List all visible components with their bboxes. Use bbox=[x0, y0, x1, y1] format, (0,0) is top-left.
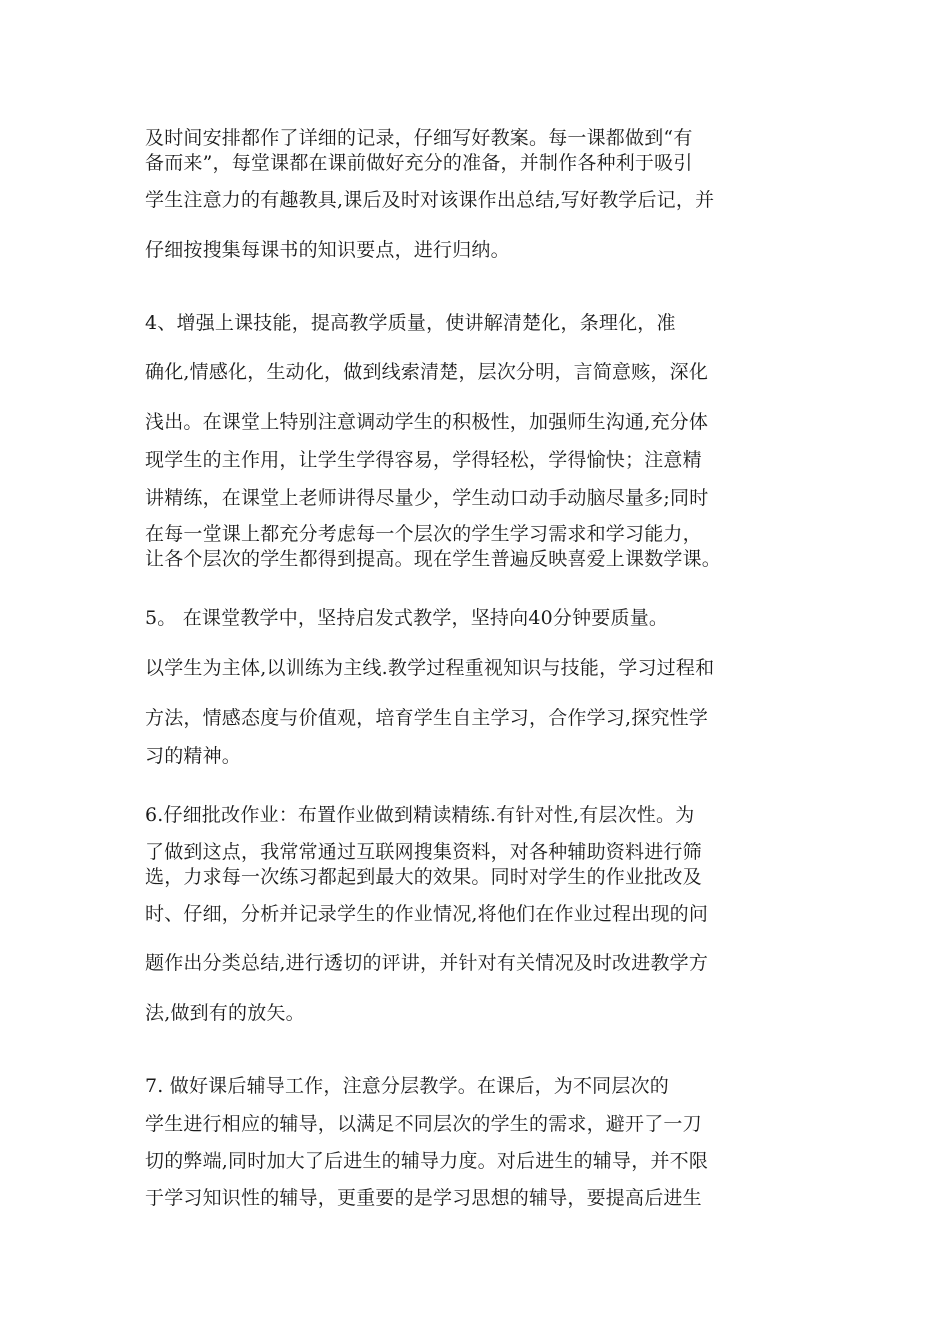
text-line: 学生注意力的有趣教具,课后及时对该课作出总结,写好教学后记，并 bbox=[145, 189, 715, 211]
text-line: 时、仔细，分析并记录学生的作业情况,将他们在作业过程出现的问 bbox=[145, 903, 709, 925]
text-line: 6.仔细批改作业：布置作业做到精读精练.有针对性,有层次性。为 bbox=[145, 804, 695, 826]
text-line: 5。 在课堂教学中，坚持启发式教学，坚持向40分钟要质量。 bbox=[145, 607, 669, 629]
text-line: 确化,情感化，生动化，做到线索清楚，层次分明，言简意赅，深化 bbox=[145, 361, 709, 383]
text-line: 了做到这点，我常常通过互联网搜集资料，对各种辅助资料进行筛 bbox=[145, 841, 702, 863]
text-line: 选，力求每一次练习都起到最大的效果。同时对学生的作业批改及 bbox=[145, 866, 702, 888]
text-line: 现学生的主作用，让学生学得容易，学得轻松，学得愉快；注意精 bbox=[145, 449, 702, 471]
text-line: 法,做到有的放矢。 bbox=[145, 1002, 305, 1024]
text-line: 以学生为主体,以训练为主线.教学过程重视知识与技能，学习过程和 bbox=[145, 657, 715, 679]
text-line: 仔细按搜集每课书的知识要点，进行归纳。 bbox=[145, 239, 510, 261]
text-line: 题作出分类总结,进行透切的评讲，并针对有关情况及时改进教学方 bbox=[145, 952, 709, 974]
text-line: 讲精练，在课堂上老师讲得尽量少，学生动口动手动脑尽量多;同时 bbox=[145, 487, 709, 509]
text-line: 7. 做好课后辅导工作，注意分层教学。在课后，为不同层次的 bbox=[145, 1075, 669, 1097]
text-line: 及时间安排都作了详细的记录，仔细写好教案。每一课都做到“有 bbox=[145, 127, 693, 149]
text-line: 切的弊端,同时加大了后进生的辅导力度。对后进生的辅导，并不限 bbox=[145, 1150, 709, 1172]
text-line: 方法，情感态度与价值观，培育学生自主学习，合作学习,探究性学 bbox=[145, 707, 709, 729]
text-line: 学生进行相应的辅导，以满足不同层次的学生的需求，避开了一刀 bbox=[145, 1113, 702, 1135]
text-line: 习的精神。 bbox=[145, 745, 242, 767]
text-line: 让各个层次的学生都得到提高。现在学生普遍反映喜爱上课数学课。 bbox=[145, 548, 722, 570]
text-line: 备而来”，每堂课都在课前做好充分的准备，并制作各种利于吸引 bbox=[145, 152, 693, 174]
text-line: 4、增强上课技能，提高教学质量，使讲解清楚化，条理化，准 bbox=[145, 312, 676, 334]
text-line: 于学习知识性的辅导，更重要的是学习思想的辅导，要提高后进生 bbox=[145, 1187, 702, 1209]
text-line: 浅出。在课堂上特别注意调动学生的积极性，加强师生沟通,充分体 bbox=[145, 411, 709, 433]
text-line: 在每一堂课上都充分考虑每一个层次的学生学习需求和学习能力， bbox=[145, 523, 702, 545]
